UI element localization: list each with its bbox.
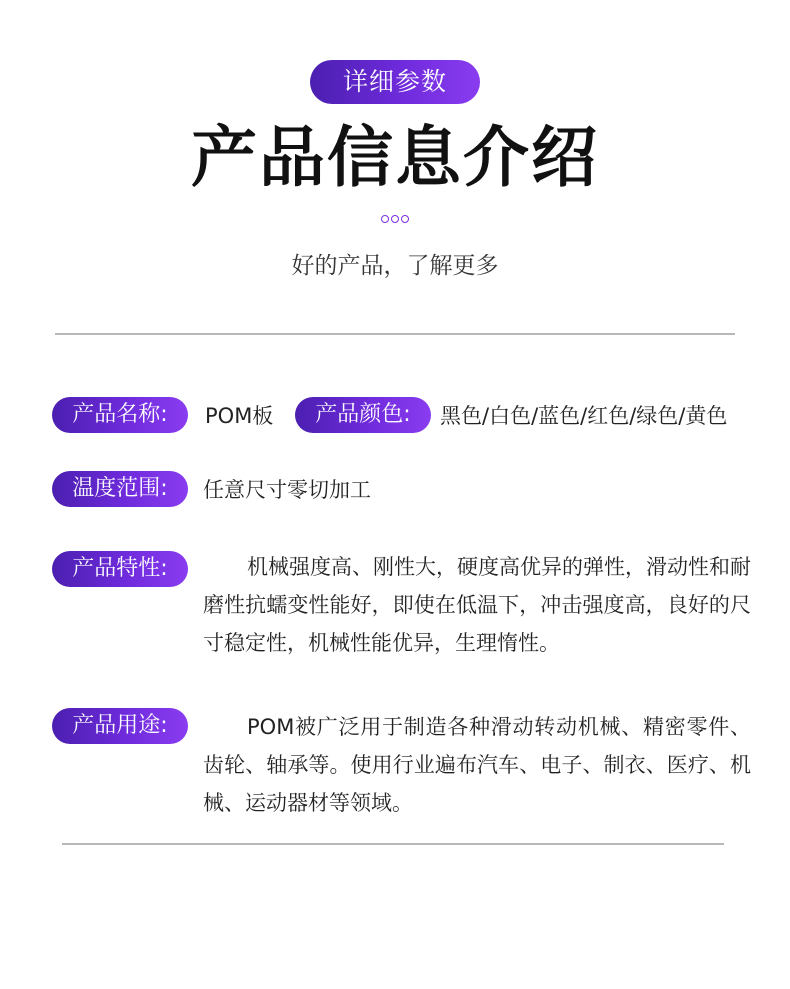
page-title: 产品信息介绍 (191, 119, 599, 196)
product-color-label: 产品颜色: (295, 397, 431, 433)
product-usage-label: 产品用途: (52, 708, 188, 744)
product-features-label: 产品特性: (52, 551, 188, 587)
decorative-dots (381, 215, 411, 225)
dot-icon (391, 215, 399, 223)
page-subtitle: 好的产品，了解更多 (291, 253, 499, 279)
top-divider (55, 333, 735, 335)
temperature-range-value: 任意尺寸零切加工 (203, 478, 371, 502)
product-color-value: 黑色/白色/蓝色/红色/绿色/黄色 (440, 404, 728, 428)
bottom-divider (62, 843, 724, 845)
product-features-text (203, 548, 751, 662)
product-name-value: POM板 (205, 404, 274, 428)
dot-icon (401, 215, 409, 223)
temperature-range-label: 温度范围: (52, 471, 188, 507)
product-usage-text (203, 708, 751, 822)
product-usage-content: POM被广泛用于制造各种滑动转动机械、精密零件、齿轮、轴承等。使用行业遍布汽车、电子、制衣、医疗、机械、运动器材等领域。 (203, 715, 751, 815)
detail-params-badge: 详细参数 (310, 60, 480, 104)
dot-icon (381, 215, 389, 223)
product-features-content: 机械强度高、刚性大，硬度高优异的弹性，滑动性和耐磨性抗蠕变性能好，即使在低温下，冲击强度高，良好的尺寸稳定性，机械性能优异，生理惰性。 (203, 555, 751, 655)
product-name-label: 产品名称: (52, 397, 188, 433)
